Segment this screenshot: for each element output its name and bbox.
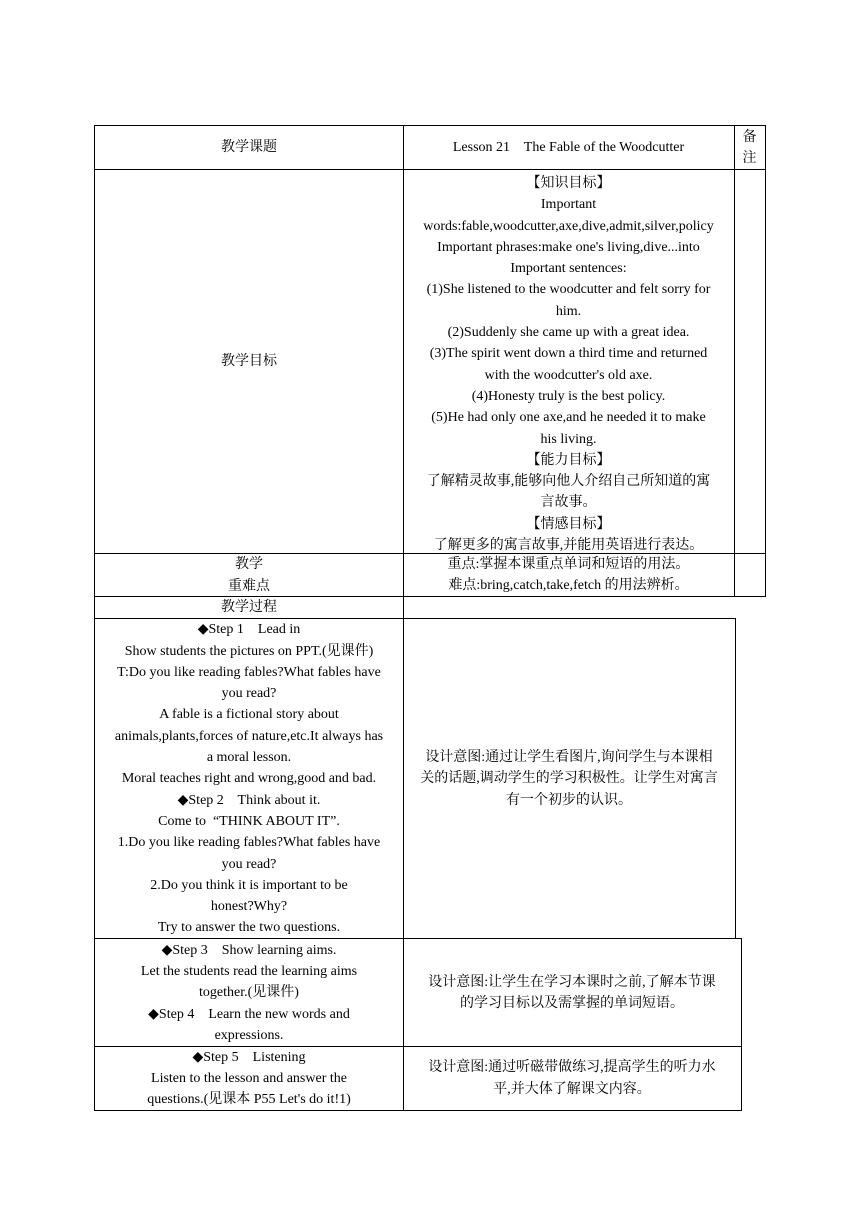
objective-line: (5)He had only one axe,and he needed it to make <box>431 410 706 426</box>
step-line: Come to “THINK ABOUT IT”. <box>158 813 340 829</box>
intent-line: 设计意图:让学生在学习本课时之前,了解本节课 <box>428 974 716 990</box>
design-intent-cell <box>403 1046 742 1111</box>
step-line: Let the students read the learning aims <box>140 964 358 980</box>
objective-line: him. <box>555 303 582 319</box>
step-line: ◆Step 1 Lead in <box>197 622 301 638</box>
remark-label-line: 备 <box>742 129 757 145</box>
step-line: honest?Why? <box>210 899 288 915</box>
process-steps-cell <box>94 618 404 939</box>
step-line: you read? <box>221 856 277 872</box>
step-line: T:Do you like reading fables?What fables have <box>117 664 381 680</box>
process-label: 教学过程 <box>221 600 277 616</box>
keypoints-label-line: 重难点 <box>228 578 270 594</box>
step-line: 1.Do you like reading fables?What fables have <box>117 835 381 851</box>
objective-line: with the woodcutter's old axe. <box>484 367 653 383</box>
keypoints-label-line: 教学 <box>235 557 263 573</box>
lesson-title-cell <box>403 125 735 170</box>
step-line: Try to answer the two questions. <box>157 920 341 936</box>
objective-line: 【知识目标】 <box>526 176 611 191</box>
objectives-label: 教学目标 <box>221 354 277 370</box>
keypoint-line: 难点:bring,catch,take,fetch 的用法辨析。 <box>448 578 689 593</box>
step-line: you read? <box>221 686 277 702</box>
objective-line: 【能力目标】 <box>526 452 611 468</box>
objective-line: 【情感目标】 <box>526 516 611 532</box>
design-intent-cell <box>403 938 742 1047</box>
objectives-label-cell <box>94 169 404 554</box>
step-line: Moral teaches right and wrong,good and bad. <box>121 771 377 787</box>
step-line: expressions. <box>214 1027 284 1043</box>
keypoints-content-cell <box>403 553 735 597</box>
step-line: ◆Step 2 Think about it. <box>177 792 321 808</box>
keypoints-remark-cell <box>734 553 766 597</box>
keypoint-line: 重点:掌握本课重点单词和短语的用法。 <box>447 556 690 572</box>
step-line: questions.(见课本 P55 Let's do it!1) <box>147 1092 351 1108</box>
intent-line: 的学习目标以及需掌握的单词短语。 <box>460 996 684 1011</box>
objective-line: (3)The spirit went down a third time and returned <box>429 346 708 362</box>
objective-line: words:fable,woodcutter,axe,dive,admit,silver,policy <box>423 218 714 234</box>
intent-line: 设计意图:通过听磁带做练习,提高学生的听力水 <box>428 1060 716 1076</box>
step-line: Show students the pictures on PPT.(见课件) <box>124 643 374 659</box>
step-line: ◆Step 4 Learn the new words and <box>148 1006 350 1022</box>
remark-label-line: 注 <box>742 151 757 166</box>
step-line: ◆Step 5 Listening <box>192 1049 306 1065</box>
remark-header-cell <box>734 125 766 170</box>
step-line: a moral lesson. <box>206 750 292 766</box>
intent-line: 平,并大体了解课文内容。 <box>493 1081 651 1097</box>
objective-line: Important <box>540 197 597 213</box>
step-line: A fable is a fictional story about <box>159 707 339 723</box>
objective-line: Important phrases:make one's living,dive...into <box>437 239 700 255</box>
topic-label-cell <box>94 125 404 170</box>
design-intent-cell <box>403 618 736 939</box>
objective-line: Important sentences: <box>510 261 627 277</box>
objective-line: (4)Honesty truly is the best policy. <box>471 388 666 404</box>
step-line: ◆Step 3 Show learning aims. <box>161 942 337 958</box>
topic-label: 教学课题 <box>221 140 277 156</box>
objective-line: 了解更多的寓言故事,并能用英语进行表达。 <box>433 538 704 554</box>
objectives-remark-cell <box>734 169 766 554</box>
process-steps-cell <box>94 1046 404 1111</box>
keypoints-label-cell <box>94 553 404 597</box>
step-line: Listen to the lesson and answer the <box>151 1070 347 1086</box>
step-line: animals,plants,forces of nature,etc.It always has <box>114 728 384 744</box>
objective-line: (1)She listened to the woodcutter and felt sorry for <box>426 282 711 298</box>
process-label-cell <box>94 596 404 619</box>
intent-line: 设计意图:通过让学生看图片,询问学生与本课相 <box>425 750 713 766</box>
step-line: 2.Do you think it is important to be <box>150 877 348 893</box>
objective-line: 言故事。 <box>540 495 597 511</box>
objective-line: (2)Suddenly she came up with a great idea. <box>447 325 690 341</box>
objectives-content-cell <box>403 169 735 554</box>
intent-line: 关的话题,调动学生的学习积极性。让学生对寓言 <box>420 771 718 787</box>
objective-line: his living. <box>540 431 597 447</box>
lesson-title: Lesson 21 The Fable of the Woodcutter <box>452 140 685 156</box>
objective-line: 了解精灵故事,能够向他人介绍自己所知道的寓 <box>426 474 711 490</box>
intent-line: 有一个初步的认识。 <box>506 792 632 808</box>
step-line: together.(见课件) <box>199 985 299 1001</box>
process-steps-cell <box>94 938 404 1047</box>
